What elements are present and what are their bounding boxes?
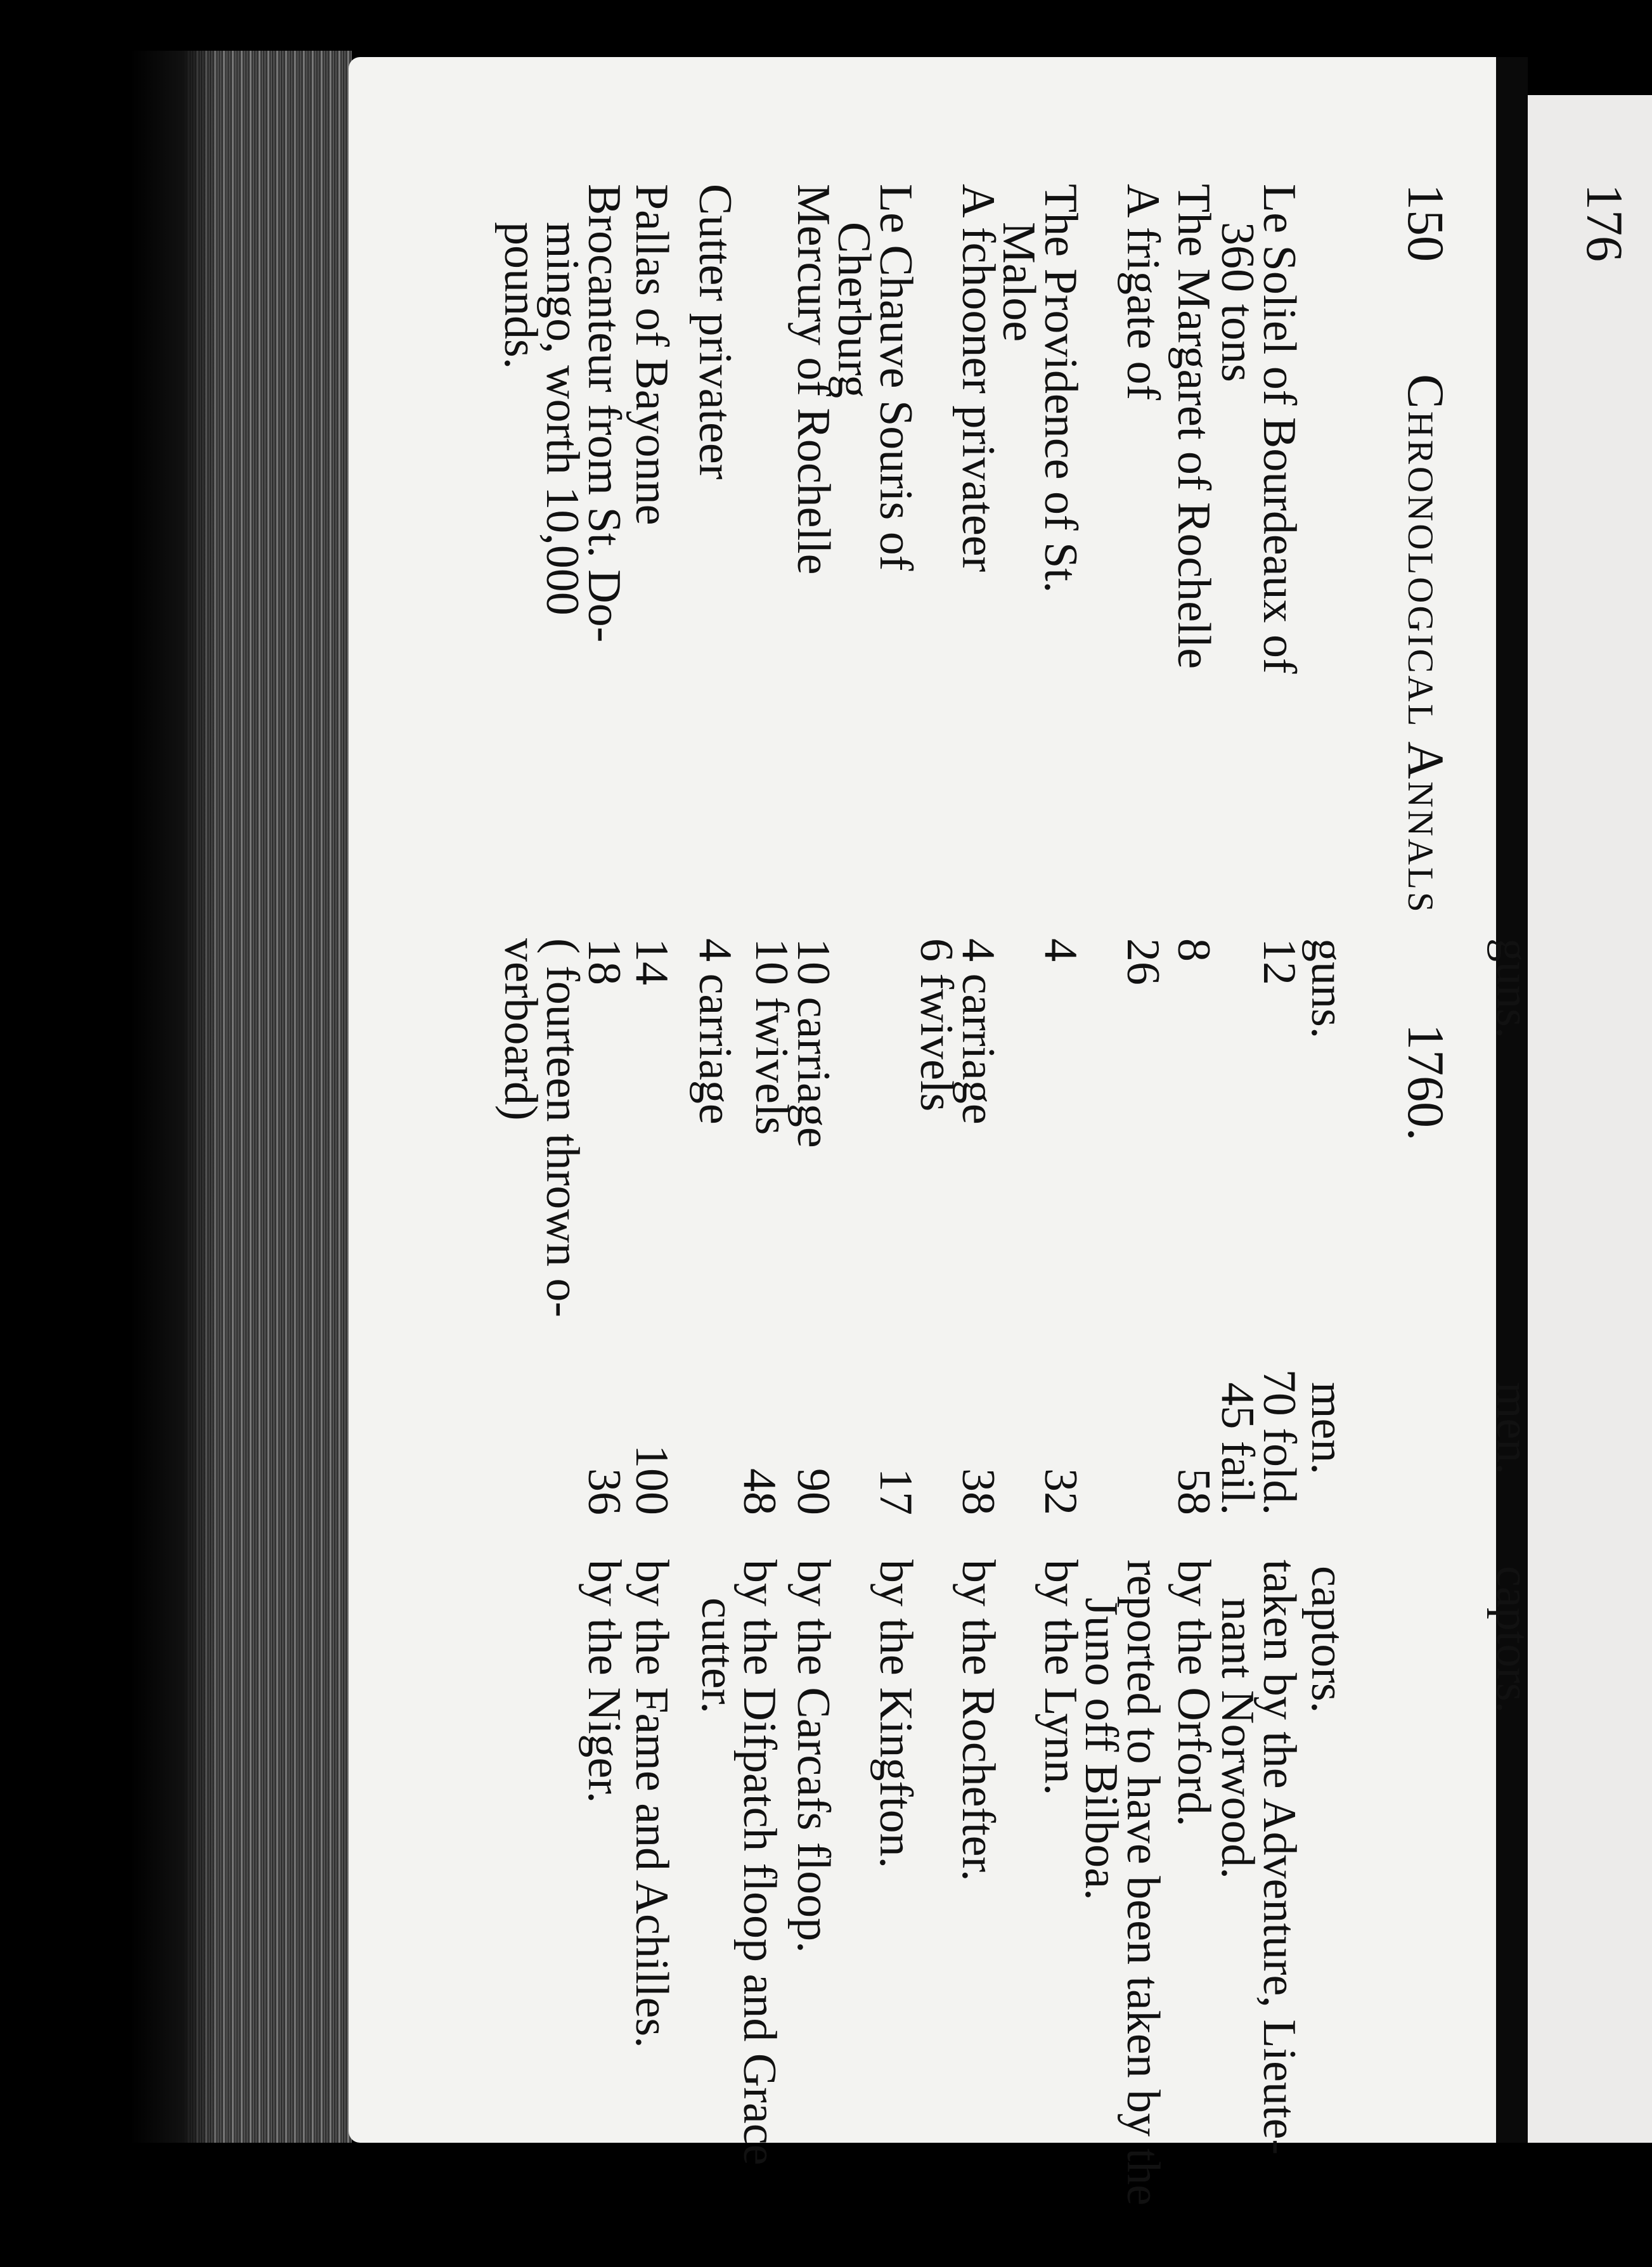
ship-name: A fchooner privateer [952, 184, 1004, 572]
ship-name-cell [1117, 184, 1169, 919]
guns-value: 4 carriage [689, 938, 741, 1125]
captors-value: by the Orford. [1168, 1560, 1220, 1827]
guns-value-cell [689, 938, 741, 1293]
men-value-cell [578, 1312, 630, 1515]
men-value-cell [1211, 1312, 1305, 1515]
men-value: 17 [870, 1468, 922, 1515]
column-header-guns: guns. [1301, 938, 1353, 1039]
ship-name: The Providence of St. [1035, 184, 1087, 593]
men-value-cell [733, 1312, 785, 1515]
facing-page-content [1387, 171, 1641, 2155]
captors-value: Juno off Bilboa. [1075, 1598, 1127, 1901]
column-header-men: men. [1301, 1382, 1353, 1475]
captors-value-cell [1168, 1560, 1220, 2130]
guns-value: 26 [1117, 938, 1169, 985]
guns-value: 8 [1168, 938, 1220, 962]
page-number: 150 [1397, 184, 1455, 262]
captors-value-cell [578, 1560, 630, 2130]
captors-value: by the Lynn. [1035, 1560, 1087, 1796]
captors-value: cutter. [692, 1598, 744, 1714]
page-title: Chronological Annals [1397, 374, 1455, 915]
captors-value-cell [626, 1560, 678, 2130]
column-header-captors: captors. [1301, 1566, 1353, 1714]
captors-value: by the Fame and Achilles. [626, 1560, 678, 2048]
men-value: 90 [787, 1468, 839, 1515]
guns-value-cell [745, 938, 839, 1293]
ship-name-cell [494, 184, 630, 919]
men-value: 38 [952, 1468, 1004, 1515]
facing-column-header-men: men. [1487, 1382, 1539, 1475]
ship-name-cell [626, 184, 678, 919]
men-value-cell [1035, 1312, 1087, 1515]
facing-column-header-captors: captors. [1487, 1566, 1539, 1714]
captors-value: by the Kingfton. [870, 1560, 922, 1869]
captors-value-cell [870, 1560, 922, 2130]
ship-name: pounds. [494, 222, 546, 370]
men-value-cell [1168, 1312, 1220, 1515]
page-content [473, 171, 1462, 2206]
captors-value-cell [1075, 1560, 1169, 2206]
ship-name-cell [952, 184, 1004, 919]
men-value-cell [870, 1312, 922, 1515]
ship-name: mingo, worth 10,000 [536, 222, 588, 616]
guns-value: verboard) [494, 938, 546, 1121]
captors-value: taken by the Adventure, Lieute- [1253, 1560, 1305, 2155]
ship-name: Maloe [993, 222, 1045, 342]
ship-name: Le Chauve Souris of [870, 184, 922, 571]
guns-value: 10 carriage [787, 938, 839, 1148]
captors-value: reported to have been taken by the [1117, 1560, 1169, 2206]
ship-name-cell [1168, 184, 1220, 919]
guns-value: 14 [626, 938, 678, 985]
captors-value-cell [692, 1560, 785, 2166]
men-value-cell [787, 1312, 839, 1515]
ship-name: Mercury of Rochelle [787, 184, 839, 575]
guns-value: 4 carriage [952, 938, 1004, 1125]
captors-value-cell [787, 1560, 839, 2130]
ship-name: Pallas of Bayonne [626, 184, 678, 526]
captors-value: nant Norwood. [1211, 1598, 1263, 1879]
ship-name-cell [828, 184, 922, 919]
page-year: 1760. [1397, 1024, 1455, 1141]
captors-value: by the Carcafs floop. [787, 1560, 839, 1953]
guns-value: 10 fwivels [745, 938, 797, 1135]
guns-value: 6 fwivels [910, 938, 962, 1112]
guns-value: 4 [1035, 938, 1087, 962]
guns-value: 18 [578, 938, 630, 985]
men-value: 45 fail. [1211, 1382, 1263, 1515]
ship-name: Le Soliel of Bourdeaux of [1253, 184, 1305, 674]
captors-value-cell [952, 1560, 1004, 2130]
guns-value-cell [1168, 938, 1220, 1293]
men-value: 58 [1168, 1468, 1220, 1515]
men-value: 32 [1035, 1468, 1087, 1515]
ship-name: Brocanteur from St. Do- [578, 184, 630, 643]
guns-value-cell [1117, 938, 1169, 1293]
ship-name-cell [993, 184, 1087, 919]
captors-value-cell [1211, 1560, 1305, 2155]
facing-page-year: 176 [1576, 184, 1634, 262]
ship-name-cell [1211, 184, 1305, 919]
men-value: 70 fold. [1253, 1369, 1305, 1515]
ship-name: A frigate of [1117, 184, 1169, 401]
ship-name-cell [689, 184, 741, 919]
guns-value: 12 [1253, 938, 1305, 985]
men-value: 100 [626, 1445, 678, 1515]
ship-name: Cutter privateer [689, 184, 741, 480]
facing-column-header-guns: guns. [1487, 938, 1539, 1039]
book-spine-shadow [130, 51, 219, 2143]
guns-value-cell [910, 938, 1004, 1293]
men-value-cell [952, 1312, 1004, 1515]
guns-value-cell [1253, 938, 1305, 1293]
captors-value: by the Rochefter. [952, 1560, 1004, 1882]
captors-value: by the Niger. [578, 1560, 630, 1804]
captors-value: by the Difpatch floop and Grace [733, 1560, 785, 2166]
men-value: 36 [578, 1468, 630, 1515]
ship-name: 360 tons [1211, 222, 1263, 382]
men-value-cell [626, 1312, 678, 1515]
men-value: 48 [733, 1468, 785, 1515]
guns-value-cell [1035, 938, 1087, 1293]
guns-value-cell [494, 938, 630, 1317]
ship-name: The Margaret of Rochelle [1168, 184, 1220, 669]
ship-name-cell [787, 184, 839, 919]
ship-name: Cherburg [828, 222, 880, 399]
guns-value-cell [626, 938, 678, 1293]
guns-value: ( fourteen thrown o- [536, 938, 588, 1317]
captors-value-cell [1035, 1560, 1087, 2130]
